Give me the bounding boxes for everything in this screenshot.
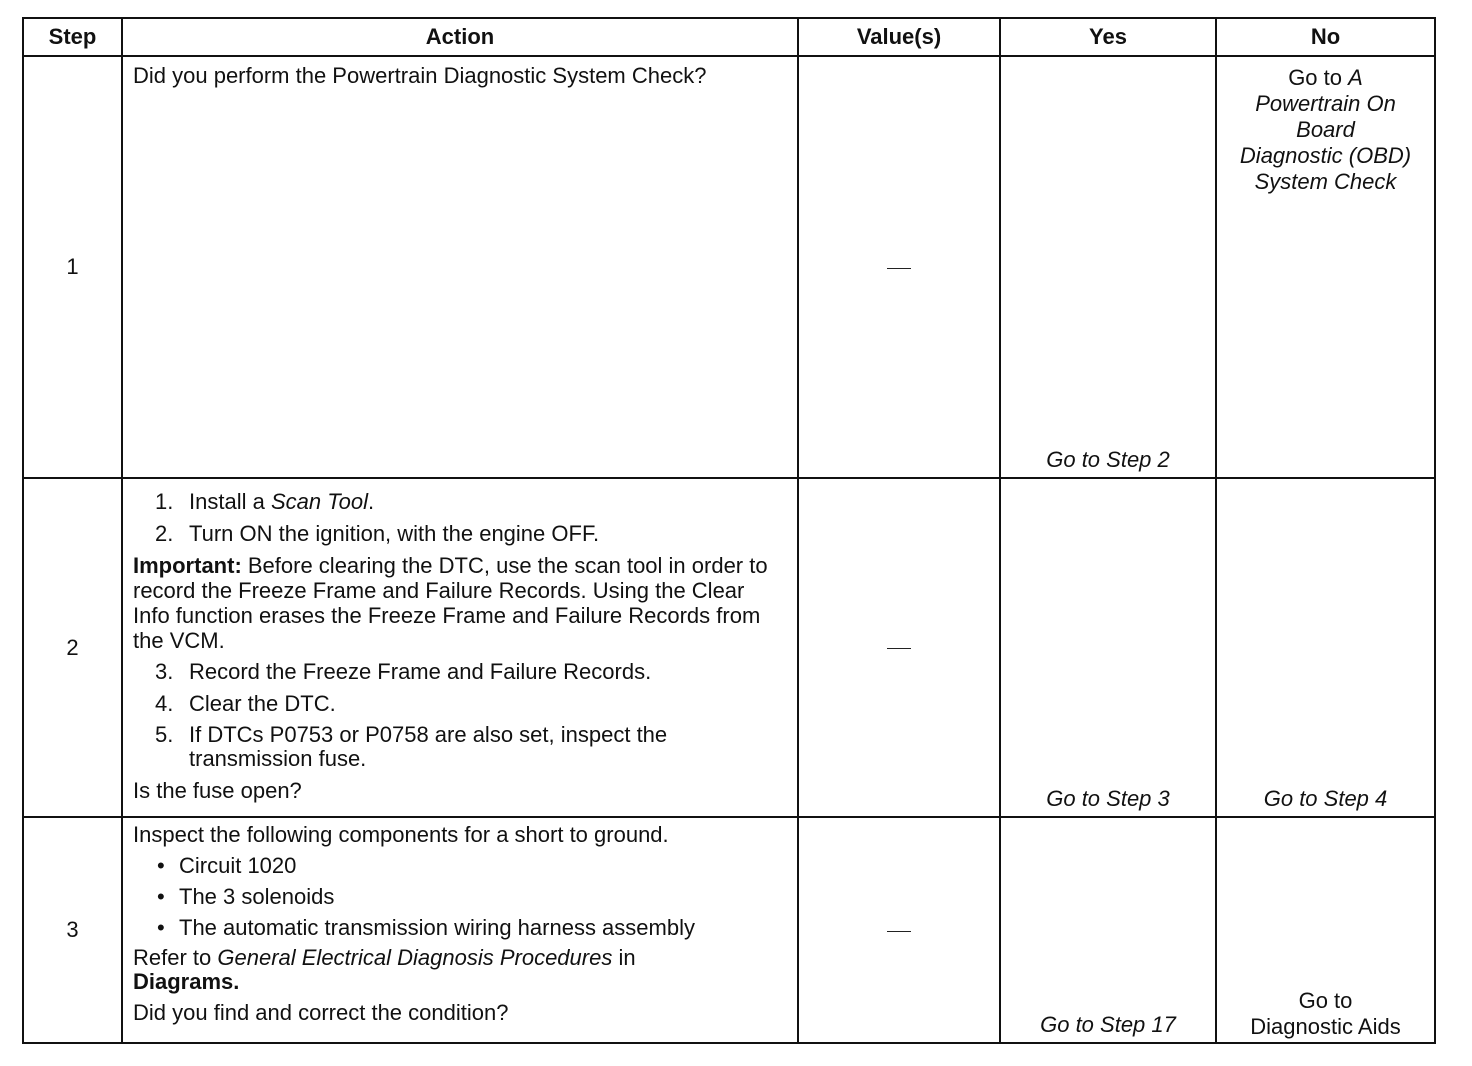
list-item: • Circuit 1020: [157, 853, 297, 878]
step-number: 2: [23, 478, 122, 817]
yes-goto: Go to Step 17: [1040, 1012, 1176, 1037]
no-goto-ref-line: Powertrain On: [1255, 91, 1396, 116]
step-number: 1: [23, 56, 122, 478]
yes-goto: Go to Step 2: [1046, 447, 1170, 472]
no-goto: Go to Step 4: [1263, 786, 1388, 811]
list-item: 1. Install a Scan Tool.: [155, 489, 375, 514]
no-goto-ref-line: System Check: [1254, 169, 1397, 194]
no-cell: [1216, 56, 1435, 478]
diagnostic-table: [22, 17, 1436, 1044]
step-number: 3: [23, 817, 122, 1043]
no-goto: [1217, 57, 1434, 195]
dash-mark: [887, 268, 911, 269]
action-question: Is the fuse open?: [133, 778, 302, 803]
no-goto: Go to Diagnostic Aids: [1250, 988, 1401, 1039]
list-item: 4. Clear the DTC.: [155, 691, 336, 716]
important-note: Important: Before clearing the DTC, use the scan tool in order to record the Freeze Frame and Failure Records. Using the Clear Info function erases the Freeze Frame and Failure Records from the VCM.: [133, 553, 768, 653]
action-cell: [122, 817, 798, 1043]
no-cell: [1216, 817, 1435, 1043]
refer-note: Refer to General Electrical Diagnosis Procedures in Diagrams.: [133, 945, 636, 994]
header-row: [23, 18, 1435, 56]
no-goto-ref-first: A: [1348, 65, 1363, 90]
header-no: No: [1216, 18, 1435, 56]
yes-cell: [1000, 817, 1216, 1043]
yes-cell: [1000, 478, 1216, 817]
action-intro: Inspect the following components for a short to ground.: [133, 822, 669, 847]
action-cell: [122, 478, 798, 817]
table-row: [23, 478, 1435, 817]
action-question: Did you perform the Powertrain Diagnostic System Check?: [133, 63, 707, 88]
action-cell: [122, 56, 798, 478]
list-item: 2. Turn ON the ignition, with the engine OFF.: [155, 521, 600, 546]
no-goto-prefix: Go to: [1288, 65, 1342, 90]
list-item: • The automatic transmission wiring harness assembly: [157, 915, 695, 940]
value-cell: [798, 478, 1000, 817]
no-cell: [1216, 478, 1435, 817]
table-row: [23, 56, 1435, 478]
header-yes: Yes: [1000, 18, 1216, 56]
list-item: 5. If DTCs P0753 or P0758 are also set, inspect the transmission fuse.: [155, 722, 668, 771]
action-question: Did you find and correct the condition?: [133, 1000, 509, 1025]
list-item: 3. Record the Freeze Frame and Failure Records.: [155, 659, 652, 684]
action-steps: [133, 659, 787, 771]
value-cell: [798, 56, 1000, 478]
table-row: [23, 817, 1435, 1043]
no-goto-ref-line: Diagnostic (OBD): [1239, 143, 1412, 168]
dash-mark: [887, 648, 911, 649]
list-item: • The 3 solenoids: [157, 884, 335, 909]
component-list: [133, 853, 787, 940]
header-action: Action: [122, 18, 798, 56]
no-goto-ref-line: Board: [1296, 117, 1355, 142]
yes-cell: [1000, 56, 1216, 478]
action-steps: [133, 489, 787, 546]
dash-mark: [887, 931, 911, 932]
value-cell: [798, 817, 1000, 1043]
header-values: Value(s): [798, 18, 1000, 56]
header-step: Step: [23, 18, 122, 56]
yes-goto: Go to Step 3: [1046, 786, 1170, 811]
